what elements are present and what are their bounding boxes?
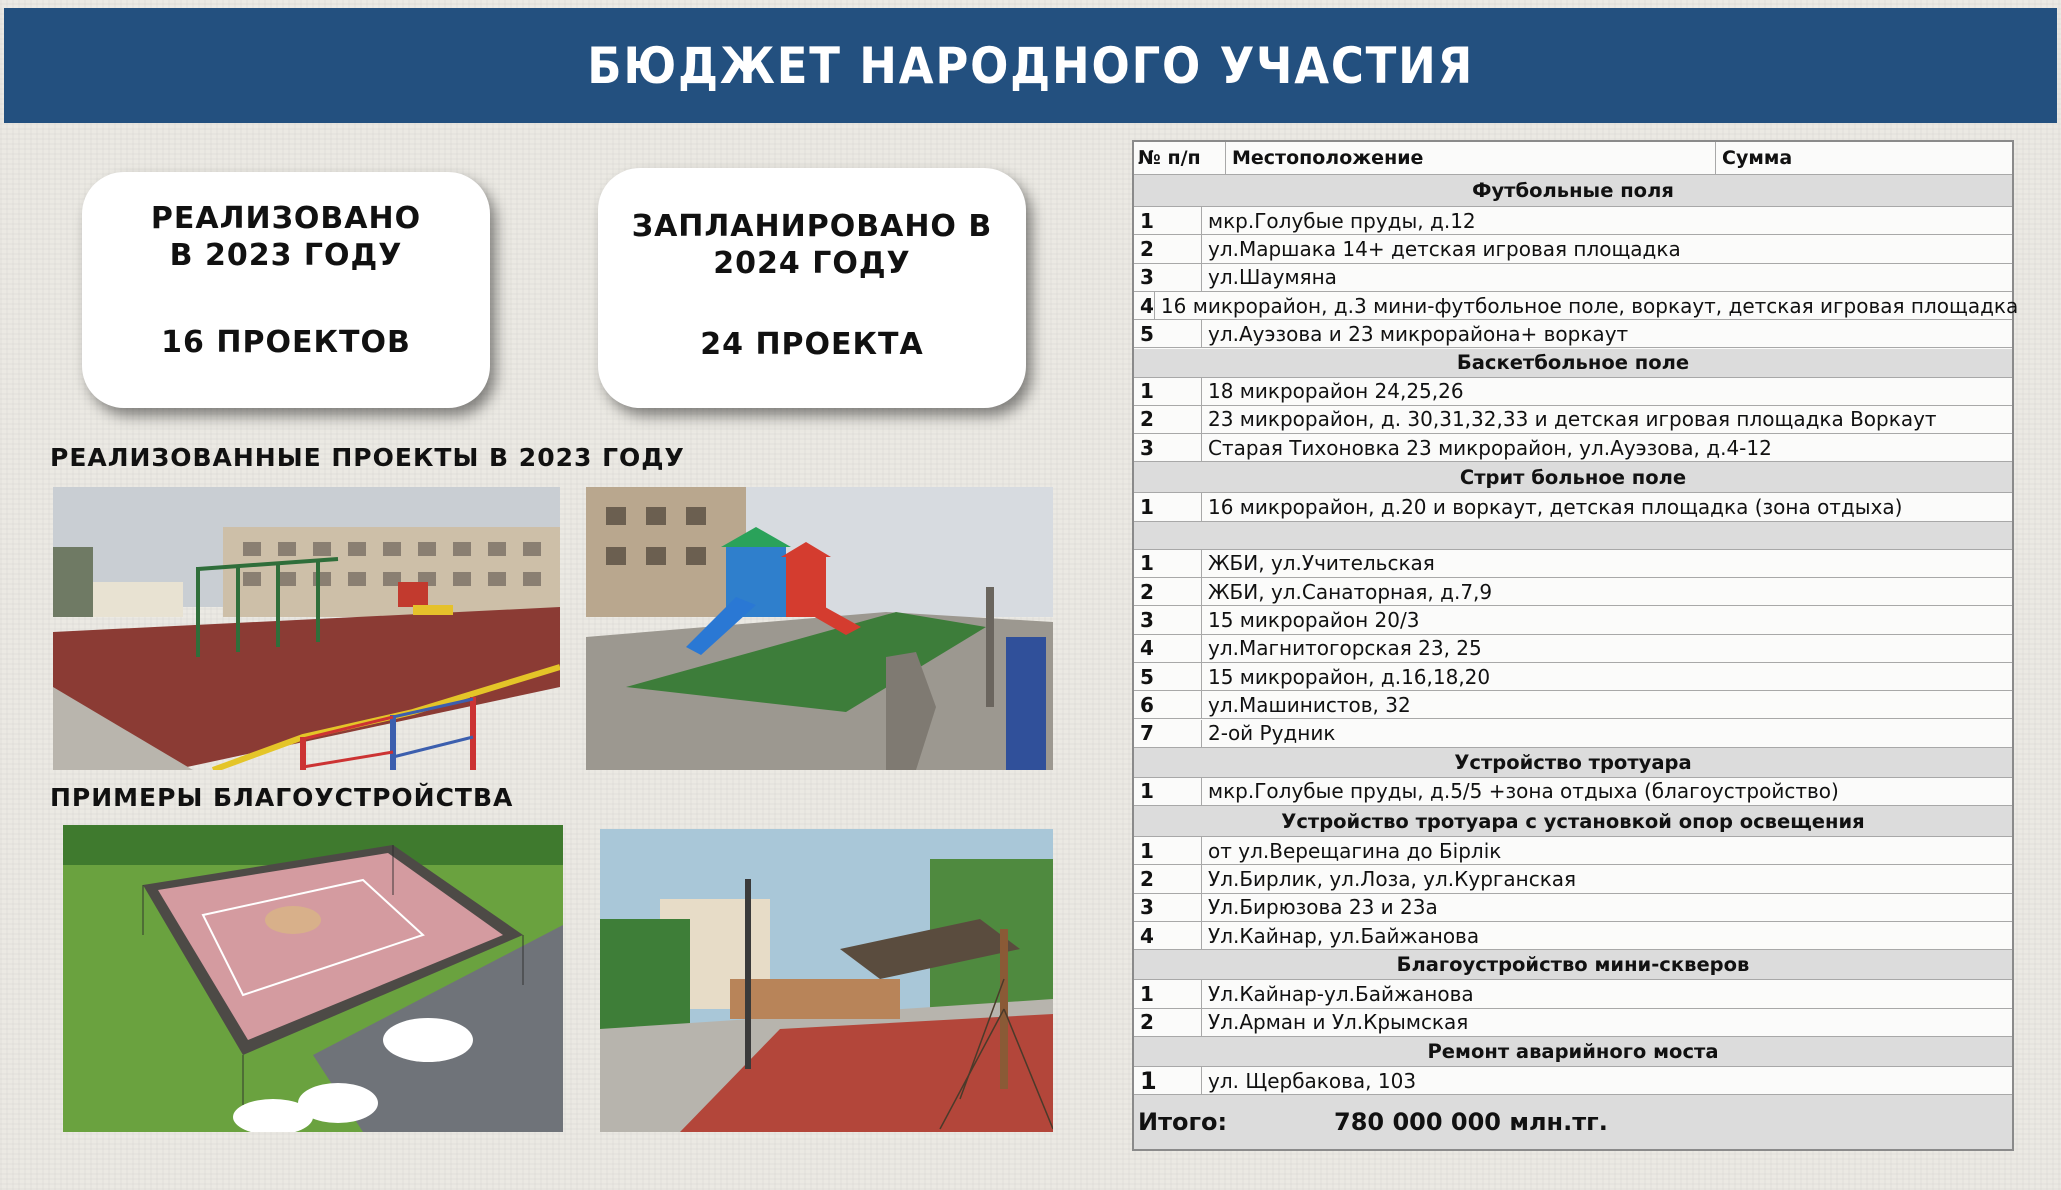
table-row xyxy=(1134,320,2012,348)
row-number: 5 xyxy=(1134,663,1202,690)
row-location: 15 микрорайон 20/3 xyxy=(1208,607,1420,632)
examples-heading: ПРИМЕРЫ БЛАГОУСТРОЙСТВА xyxy=(50,783,514,812)
row-number: 1 xyxy=(1134,980,1202,1007)
table-row xyxy=(1134,778,2012,806)
title-banner xyxy=(4,8,2057,123)
row-location: Ул.Кайнар-ул.Байжанова xyxy=(1208,981,1474,1006)
row-location: 2-ой Рудник xyxy=(1208,721,1336,746)
row-location: Ул.Арман и Ул.Крымская xyxy=(1208,1010,1469,1035)
table-row xyxy=(1134,406,2012,434)
total-row xyxy=(1134,1095,2012,1149)
park-render xyxy=(600,829,1053,1132)
row-number: 4 xyxy=(1134,292,1155,319)
card-count: 24 ПРОЕКТА xyxy=(700,327,924,362)
header-num: № п/п xyxy=(1134,142,1226,174)
row-number: 3 xyxy=(1134,894,1202,921)
table-row xyxy=(1134,663,2012,691)
table-row xyxy=(1134,378,2012,406)
row-location: Старая Тихоновка 23 микрорайон, ул.Ауэзова, д.4-12 xyxy=(1208,435,1772,460)
row-number: 1 xyxy=(1134,837,1202,864)
category-row: Ремонт аварийного моста xyxy=(1134,1037,2012,1067)
row-number: 2 xyxy=(1134,865,1202,892)
table-row xyxy=(1134,207,2012,235)
header-location: Местоположение xyxy=(1226,142,1716,174)
table-row xyxy=(1134,1067,2012,1095)
row-location: 18 микрорайон 24,25,26 xyxy=(1208,379,1464,404)
row-number: 1 xyxy=(1134,493,1202,520)
page-title: БЮДЖЕТ НАРОДНОГО УЧАСТИЯ xyxy=(587,36,1474,95)
category-row: Баскетбольное поле xyxy=(1134,349,2012,378)
row-number: 2 xyxy=(1134,235,1202,262)
header-sum: Сумма xyxy=(1722,147,1793,169)
category-row: Благоустройство мини-скверов xyxy=(1134,950,2012,980)
playground-photo-2 xyxy=(586,487,1053,770)
row-number: 2 xyxy=(1134,578,1202,605)
row-number: 3 xyxy=(1134,606,1202,633)
row-number: 5 xyxy=(1134,320,1202,347)
category-row xyxy=(1134,522,2012,550)
row-number: 1 xyxy=(1134,550,1202,577)
row-location: ул.Шаумяна xyxy=(1208,265,1337,290)
category-row: Устройство тротуара с установкой опор освещения xyxy=(1134,806,2012,837)
table-row xyxy=(1134,691,2012,719)
row-number: 4 xyxy=(1134,922,1202,949)
row-number: 1 xyxy=(1134,207,1202,234)
row-number: 3 xyxy=(1134,434,1202,461)
row-number: 1 xyxy=(1134,378,1202,405)
row-number: 2 xyxy=(1134,406,1202,433)
table-row xyxy=(1134,606,2012,634)
table-row xyxy=(1134,865,2012,893)
row-location: 23 микрорайон, д. 30,31,32,33 и детская игровая площадка Воркаут xyxy=(1208,407,1937,432)
category-row: Устройство тротуара xyxy=(1134,748,2012,778)
table-row xyxy=(1134,837,2012,865)
row-location: ул. Щербакова, 103 xyxy=(1208,1068,1417,1093)
total-value: 780 000 000 млн.тг. xyxy=(1334,1108,1608,1137)
table-row xyxy=(1134,980,2012,1008)
row-location: ЖБИ, ул.Санаторная, д.7,9 xyxy=(1208,579,1493,604)
row-number: 1 xyxy=(1134,778,1202,805)
row-location: мкр.Голубые пруды, д.12 xyxy=(1208,208,1476,233)
table-row xyxy=(1134,550,2012,578)
row-location: ЖБИ, ул.Учительская xyxy=(1208,551,1435,576)
basketball-court-render xyxy=(63,825,563,1132)
row-location: ул.Машинистов, 32 xyxy=(1208,692,1411,717)
row-number: 4 xyxy=(1134,635,1202,662)
realized-projects-heading: РЕАЛИЗОВАННЫЕ ПРОЕКТЫ В 2023 ГОДУ xyxy=(50,443,685,472)
card-line: РЕАЛИЗОВАНО xyxy=(150,201,422,236)
table-row xyxy=(1134,235,2012,263)
table-header-row xyxy=(1134,142,2012,175)
table-row xyxy=(1134,720,2012,748)
table-row xyxy=(1134,578,2012,606)
row-number: 3 xyxy=(1134,264,1202,291)
row-location: Ул.Бирлик, ул.Лоза, ул.Курганская xyxy=(1208,867,1577,892)
projects-table xyxy=(1132,140,2019,1151)
row-location: ул.Магнитогорская 23, 25 xyxy=(1208,636,1482,661)
row-location: Ул.Кайнар, ул.Байжанова xyxy=(1208,923,1480,948)
table-row xyxy=(1134,493,2012,521)
row-number: 2 xyxy=(1134,1009,1202,1036)
table-row xyxy=(1134,434,2012,462)
card-line: ЗАПЛАНИРОВАНО В xyxy=(631,209,993,244)
card-count: 16 ПРОЕКТОВ xyxy=(161,325,411,360)
table-row xyxy=(1134,922,2012,950)
table-row xyxy=(1134,264,2012,292)
table-row xyxy=(1134,894,2012,922)
row-number: 1 xyxy=(1134,1067,1202,1094)
total-label: Итого: xyxy=(1138,1108,1228,1137)
row-location: от ул.Верещагина до Бірлік xyxy=(1208,838,1502,863)
row-number: 7 xyxy=(1134,720,1202,747)
realized-2023-card xyxy=(82,172,490,408)
row-location: ул.Ауэзова и 23 микрорайона+ воркаут xyxy=(1208,321,1629,346)
card-line: В 2023 ГОДУ xyxy=(169,238,403,273)
row-number: 6 xyxy=(1134,691,1202,718)
row-location: Ул.Бирюзова 23 и 23а xyxy=(1208,895,1438,920)
row-location: 15 микрорайон, д.16,18,20 xyxy=(1208,664,1491,689)
row-location: ул.Маршака 14+ детская игровая площадка xyxy=(1208,236,1681,261)
card-line: 2024 ГОДУ xyxy=(713,246,911,281)
row-location: 16 микрорайон, д.3 мини-футбольное поле, воркаут, детская игровая площадка xyxy=(1160,293,2019,318)
planned-2024-card xyxy=(598,168,1026,408)
category-row: Футбольные поля xyxy=(1134,175,2012,207)
category-row: Стрит больное поле xyxy=(1134,462,2012,493)
table-row xyxy=(1134,292,2019,320)
playground-photo-1 xyxy=(53,487,560,770)
row-location: 16 микрорайон, д.20 и воркаут, детская площадка (зона отдыха) xyxy=(1208,495,1903,520)
table-row xyxy=(1134,635,2012,663)
row-location: мкр.Голубые пруды, д.5/5 +зона отдыха (благоустройство) xyxy=(1208,779,1839,804)
table-row xyxy=(1134,1009,2012,1037)
